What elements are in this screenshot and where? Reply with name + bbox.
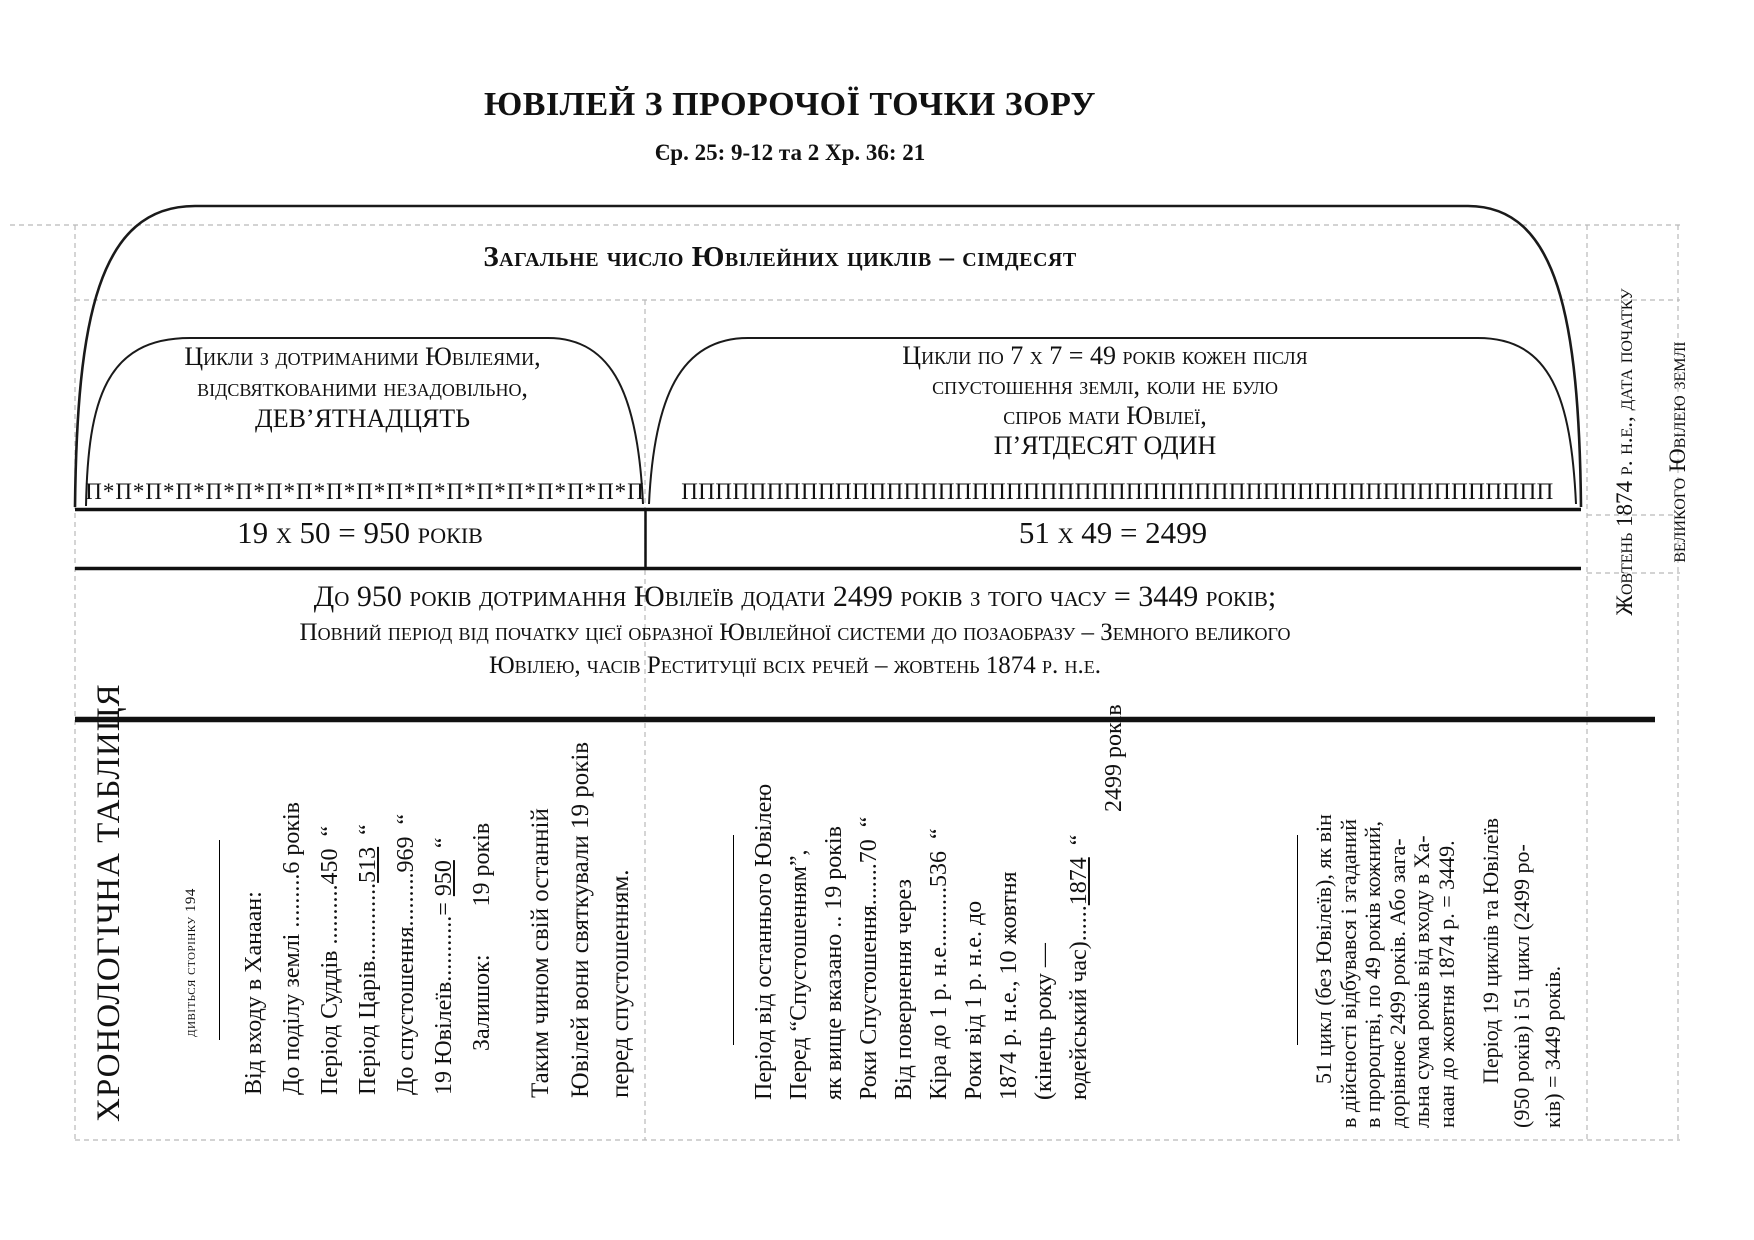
table-row: Роки від 1 р. н.е. до	[961, 900, 987, 1100]
summary-paragraph	[70, 578, 1520, 682]
left-brace-label-line: Цикли з дотриманими Ювілеями,	[184, 342, 541, 371]
note-line: Ювілей вони святкували 19 років	[567, 741, 594, 1098]
paragraph-line: дорівнює 2499 років. Або зага-	[1384, 838, 1410, 1128]
note-line: Таким чином свій останній	[527, 808, 554, 1098]
left-brace-label-line: відсвяткованими незадовільно,	[197, 373, 528, 402]
table-row: 1874 р. н.е., 10 жовтня	[996, 871, 1022, 1100]
chronology-paragraph-1	[1312, 814, 1459, 1128]
chronology-note	[521, 742, 641, 1098]
paragraph-line: льна сума років від входу в Ха-	[1409, 835, 1434, 1128]
right-brace-label-line: Цикли по 7 х 7 = 49 років кожен після	[902, 341, 1308, 370]
table-row: 19 Ювілеїв...........= 950 “	[431, 837, 457, 1095]
chronology-paragraph-2	[1475, 818, 1568, 1128]
right-brace-label-line: спустошення землі, коли не було	[932, 371, 1278, 400]
summary-line: До 950 років дотримання Ювілеїв додати 2499 років з того часу = 3449 років;	[313, 580, 1277, 613]
summary-line: Ювілею, часів Реституції всіх речей – жовтень 1874 р. н.е.	[488, 652, 1102, 679]
table-row: (кінець року —	[1031, 943, 1057, 1100]
table-row: До поділу землі .........6 років	[279, 801, 305, 1095]
paragraph-line: (950 років) і 51 цикл (2499 ро-	[1509, 844, 1534, 1128]
chronology-separator-rule	[1297, 835, 1298, 1045]
chronology-section	[85, 678, 1585, 1140]
left-brace-label-line: ДЕВ’ЯТНАДЦЯТЬ	[254, 404, 471, 433]
page-title: ЮВІЛЕЙ З ПРОРОЧОЇ ТОЧКИ ЗОРУ	[483, 86, 1096, 123]
right-brace-label	[665, 341, 1545, 461]
right-margin-note-line: Жовтень 1874 р. н.е., дата початку	[1612, 288, 1637, 616]
chronology-separator-rule	[733, 835, 734, 1045]
paragraph-line: в дійсності відбувався і згаданий	[1335, 819, 1361, 1128]
table-row: як вище вказано .. 19 років	[821, 826, 847, 1100]
table-row: Період Суддів ..........450 “	[317, 825, 343, 1095]
main-brace-caption: Загальне число Ювілейних циклів – сімдесят	[483, 241, 1077, 273]
table-row: Від повернення через	[891, 879, 917, 1100]
table-sum-row: 2499 років	[1101, 704, 1127, 812]
table-row: Від входу в Ханаан:	[241, 891, 267, 1095]
table-row: До спустошення.........969 “	[393, 813, 419, 1095]
paragraph-line: Період 19 циклів та Ювілеїв	[1478, 817, 1503, 1084]
note-line: перед спустошенням.	[607, 869, 634, 1098]
table-row: юдейський час)......1874 “	[1066, 834, 1092, 1100]
table-row: Роки Спустошення.......70 “	[856, 816, 882, 1100]
paragraph-line: ків) = 3449 років.	[1540, 965, 1565, 1128]
chronology-table-2	[747, 704, 1132, 1100]
scripture-reference: Єр. 25: 9-12 та 2 Хр. 36: 21	[654, 140, 926, 165]
right-margin-note-line: великого Ювілею землі	[1665, 341, 1690, 563]
chronology-heading: ХРОНОЛОГІЧНА ТАБЛИЦЯ	[91, 683, 127, 1122]
left-total-cell: 19 х 50 = 950 років	[237, 515, 483, 550]
right-brace-label-line: П’ЯТДЕСЯТ ОДИН	[993, 431, 1217, 460]
right-total-cell: 51 х 49 = 2499	[1018, 515, 1208, 550]
paragraph-line: наан до жовтня 1874 р. = 3449.	[1433, 840, 1459, 1128]
left-cycle-symbols: П*П*П*П*П*П*П*П*П*П*П*П*П*П*П*П*П*П*П	[85, 479, 645, 504]
table-row: Перед “Спустошенням”,	[786, 849, 812, 1100]
summary-line: Повний період від початку цієї образної Ювілейної системи до позаобразу – Земного великого	[299, 619, 1291, 646]
chronology-table-1	[235, 802, 501, 1095]
chronology-subheading: дивіться сторінку 194	[183, 888, 199, 1037]
right-margin-note	[1598, 228, 1730, 676]
table-row: Кіра до 1 р. н.е..........536 “	[926, 828, 952, 1100]
right-cycle-symbols: ППППППППППППППППППППППППППППППППППППППППППППППППППП	[681, 479, 1554, 504]
paragraph-line: 51 цикл (без Ювілеїв), як він	[1311, 814, 1336, 1084]
paragraph-line: в пророцтві, по 49 років кожний,	[1360, 820, 1385, 1128]
right-brace-label-line: спроб мати Ювілеї,	[1003, 401, 1207, 430]
left-brace-label	[90, 341, 635, 434]
chronology-heading-rule	[219, 840, 220, 1040]
table-row: Період Царів.............513 “	[355, 824, 381, 1095]
table-remainder-row: Залишок: 19 років	[469, 822, 495, 1051]
table-row: Період від останнього Ювілею	[751, 783, 777, 1100]
